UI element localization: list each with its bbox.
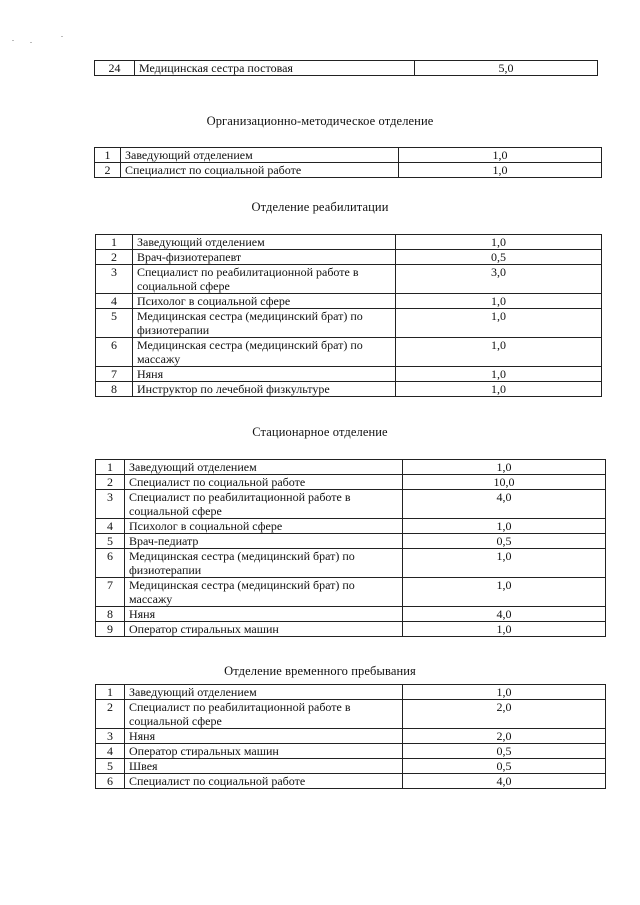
table-row (96, 367, 602, 382)
position-name: Няня (125, 607, 403, 622)
staff-units: 1,0 (396, 382, 602, 397)
staff-units: 2,0 (403, 729, 606, 744)
staff-units: 2,0 (403, 700, 606, 729)
row-number: 3 (96, 490, 125, 519)
table-row (96, 685, 606, 700)
table-row (96, 729, 606, 744)
scan-speck (61, 36, 63, 37)
table-row (95, 61, 598, 76)
row-number: 4 (96, 294, 133, 309)
staff-units: 1,0 (403, 685, 606, 700)
position-name: Швея (125, 759, 403, 774)
scan-speck (12, 40, 14, 41)
row-number: 3 (96, 729, 125, 744)
section-title-rehabilitation: Отделение реабилитации (251, 200, 389, 214)
row-number: 9 (96, 622, 125, 637)
row-number: 2 (96, 700, 125, 729)
position-name: Психолог в социальной сфере (133, 294, 396, 309)
scan-speck (30, 42, 32, 43)
staff-units: 1,0 (396, 235, 602, 250)
position-name: Врач-педиатр (125, 534, 403, 549)
table-body (95, 61, 598, 76)
table-row (96, 265, 602, 294)
position-name: Медицинская сестра (медицинский брат) по массажу (125, 578, 403, 607)
staff-units: 3,0 (396, 265, 602, 294)
position-name: Инструктор по лечебной физкультуре (133, 382, 396, 397)
staff-units: 1,0 (403, 578, 606, 607)
row-number: 1 (95, 148, 121, 163)
position-name: Заведующий отделением (125, 685, 403, 700)
row-number: 5 (96, 759, 125, 774)
table-body (96, 685, 606, 789)
table-row (96, 338, 602, 367)
row-number: 7 (96, 578, 125, 607)
staff-units: 1,0 (403, 519, 606, 534)
row-number: 7 (96, 367, 133, 382)
position-name: Специалист по реабилитационной работе в социальной сфере (125, 490, 403, 519)
staff-units: 0,5 (396, 250, 602, 265)
row-number: 3 (96, 265, 133, 294)
position-name: Медицинская сестра (медицинский брат) по физиотерапии (125, 549, 403, 578)
table-row (96, 382, 602, 397)
row-number: 24 (95, 61, 135, 76)
position-name: Специалист по социальной работе (125, 774, 403, 789)
row-number: 1 (96, 235, 133, 250)
section-title-org-methodical: Организационно-методическое отделение (206, 114, 434, 128)
table-body (96, 460, 606, 637)
row-number: 2 (96, 250, 133, 265)
staff-table-temporary-stay (95, 684, 606, 789)
staff-units: 1,0 (399, 148, 602, 163)
staff-units: 1,0 (403, 622, 606, 637)
position-name: Медицинская сестра (медицинский брат) по массажу (133, 338, 396, 367)
staff-units: 1,0 (396, 309, 602, 338)
staff-units: 0,5 (403, 759, 606, 774)
table-row (96, 759, 606, 774)
staff-units: 1,0 (403, 460, 606, 475)
staff-units: 1,0 (396, 294, 602, 309)
table-row (96, 607, 606, 622)
position-name: Специалист по социальной работе (125, 475, 403, 490)
table-row (96, 250, 602, 265)
table-row (96, 549, 606, 578)
section-title-temporary-stay: Отделение временного пребывания (224, 664, 416, 678)
table-row (96, 622, 606, 637)
position-name: Специалист по реабилитационной работе в социальной сфере (125, 700, 403, 729)
row-number: 8 (96, 382, 133, 397)
staff-table-continued (94, 60, 598, 76)
row-number: 6 (96, 338, 133, 367)
position-name: Оператор стиральных машин (125, 744, 403, 759)
table-row (96, 534, 606, 549)
table-row (96, 294, 602, 309)
row-number: 6 (96, 774, 125, 789)
row-number: 8 (96, 607, 125, 622)
staff-table-rehabilitation (95, 234, 602, 397)
position-name: Психолог в социальной сфере (125, 519, 403, 534)
staff-units: 1,0 (396, 338, 602, 367)
row-number: 2 (95, 163, 121, 178)
table-row (95, 163, 602, 178)
row-number: 5 (96, 534, 125, 549)
position-name: Няня (125, 729, 403, 744)
staff-table-inpatient (95, 459, 606, 637)
row-number: 2 (96, 475, 125, 490)
row-number: 1 (96, 460, 125, 475)
staff-units: 4,0 (403, 774, 606, 789)
table-row (96, 475, 606, 490)
position-name: Специалист по социальной работе (121, 163, 399, 178)
staff-units: 4,0 (403, 607, 606, 622)
row-number: 1 (96, 685, 125, 700)
position-name: Медицинская сестра постовая (135, 61, 415, 76)
staff-units: 1,0 (403, 549, 606, 578)
table-row (96, 700, 606, 729)
row-number: 5 (96, 309, 133, 338)
staff-units: 0,5 (403, 534, 606, 549)
position-name: Оператор стиральных машин (125, 622, 403, 637)
table-row (96, 490, 606, 519)
section-title-inpatient: Стационарное отделение (252, 425, 388, 439)
staff-units: 5,0 (415, 61, 598, 76)
position-name: Заведующий отделением (125, 460, 403, 475)
table-row (96, 460, 606, 475)
staff-units: 1,0 (399, 163, 602, 178)
staff-units: 0,5 (403, 744, 606, 759)
staff-units: 1,0 (396, 367, 602, 382)
staff-table-org-methodical (94, 147, 602, 178)
table-row (95, 148, 602, 163)
table-body (96, 235, 602, 397)
table-row (96, 309, 602, 338)
row-number: 4 (96, 744, 125, 759)
staff-units: 10,0 (403, 475, 606, 490)
row-number: 4 (96, 519, 125, 534)
row-number: 6 (96, 549, 125, 578)
table-body (95, 148, 602, 178)
position-name: Няня (133, 367, 396, 382)
table-row (96, 235, 602, 250)
table-row (96, 744, 606, 759)
position-name: Заведующий отделением (133, 235, 396, 250)
table-row (96, 578, 606, 607)
position-name: Заведующий отделением (121, 148, 399, 163)
position-name: Врач-физиотерапевт (133, 250, 396, 265)
table-row (96, 519, 606, 534)
position-name: Специалист по реабилитационной работе в социальной сфере (133, 265, 396, 294)
position-name: Медицинская сестра (медицинский брат) по физиотерапии (133, 309, 396, 338)
staff-units: 4,0 (403, 490, 606, 519)
table-row (96, 774, 606, 789)
